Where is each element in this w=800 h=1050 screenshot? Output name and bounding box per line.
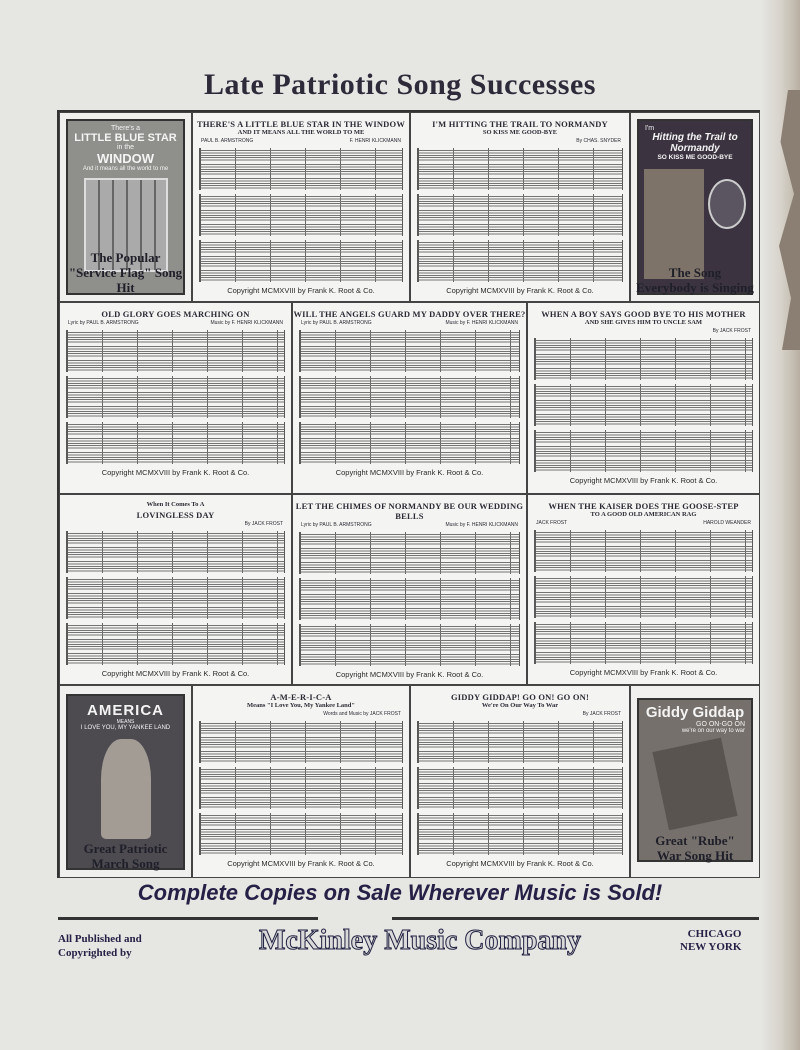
song-panel: [527, 494, 760, 685]
caption-line: March Song: [91, 856, 160, 871]
song-panel: [410, 112, 630, 302]
cover-hitting-the-trail: [630, 112, 760, 302]
song-title: WHEN A BOY SAYS GOOD BYE TO HIS MOTHER: [541, 309, 746, 319]
cover-text: AMERICA: [87, 702, 164, 719]
cover-text: And it means all the world to me: [82, 166, 169, 172]
song-subtitle: TO A GOOD OLD AMERICAN RAG: [590, 511, 697, 518]
song-subtitle: AND SHE GIVES HIM TO UNCLE SAM: [584, 319, 703, 326]
song-title: OLD GLORY GOES MARCHING ON: [101, 309, 250, 319]
staff-system: [534, 622, 753, 664]
composer: HAROLD WEANDER: [703, 520, 751, 526]
song-title: I'M HITTING THE TRAIL TO NORMANDY: [432, 119, 608, 129]
caption-line: The Popular: [90, 250, 161, 265]
cover-text: GO ON-GO ON: [696, 721, 745, 728]
cover-text: I LOVE YOU, MY YANKEE LAND: [80, 725, 171, 731]
liberty-statue-illustration: [101, 739, 151, 839]
copyright-notice: Copyright MCMXVIII by Frank K. Root & Co.: [101, 468, 250, 477]
published-line: All Published and: [58, 933, 142, 945]
staff-system: [299, 330, 520, 372]
song-panel: [192, 112, 410, 302]
cover-america: [59, 685, 192, 878]
caption-line: "Service Flag" Song Hit: [68, 265, 183, 295]
divider: [392, 917, 759, 920]
staff-system: [299, 578, 520, 620]
song-board: [57, 110, 760, 878]
music-staves: [299, 330, 520, 464]
song-title: A-M-E-R-I-C-A: [270, 692, 332, 702]
staff-system: [417, 813, 623, 855]
music-staves: [199, 721, 403, 855]
song-subtitle: SO KISS ME GOOD-BYE: [482, 129, 558, 136]
music-staves: [534, 338, 753, 472]
cover-text: in the: [116, 144, 135, 151]
tagline: Complete Copies on Sale Wherever Music is Sold!: [137, 880, 663, 905]
music-staves: [534, 530, 753, 664]
staff-system: [299, 532, 520, 574]
song-title: THERE'S A LITTLE BLUE STAR IN THE WINDOW: [196, 119, 406, 129]
staff-system: [66, 577, 285, 619]
composer: F. HENRI KLICKMANN: [349, 138, 401, 144]
song-panel: [59, 494, 292, 685]
composer: Words and Music by JACK FROST: [323, 711, 401, 717]
song-panel: [410, 685, 630, 878]
music-staves: [299, 532, 520, 666]
lyricist: JACK FROST: [536, 520, 568, 526]
cover-caption: [631, 833, 759, 863]
staff-system: [534, 430, 753, 472]
caption-line: Everybody is Singing: [636, 280, 754, 295]
music-staves: [417, 148, 623, 282]
song-subtitle: When It Comes To A: [146, 501, 205, 508]
staff-system: [66, 422, 285, 464]
caption-line: Great Patriotic: [83, 841, 168, 856]
staff-system: [534, 338, 753, 380]
cover-text: we're on our way to war: [681, 728, 745, 734]
staff-system: [199, 240, 403, 282]
song-subtitle: AND IT MEANS ALL THE WORLD TO ME: [237, 129, 365, 136]
cover-text: I'm: [645, 125, 655, 132]
staff-system: [299, 376, 520, 418]
staff-system: [66, 623, 285, 665]
cover-giddy-giddap: [630, 685, 760, 878]
cover-caption: [631, 265, 759, 295]
song-title: WILL THE ANGELS GUARD MY DADDY OVER THERE?: [293, 309, 526, 319]
copyright-notice: Copyright MCMXVIII by Frank K. Root & Co.: [101, 669, 250, 678]
copyright-notice: Copyright MCMXVIII by Frank K. Root & Co.: [446, 859, 594, 868]
staff-system: [299, 422, 520, 464]
song-title: WHEN THE KAISER DOES THE GOOSE-STEP: [548, 501, 739, 511]
composer: By CHAS. SNYDER: [576, 138, 621, 144]
copyright-notice: Copyright MCMXVIII by Frank K. Root & Co.: [446, 286, 594, 295]
published-line: Copyrighted by: [58, 947, 132, 959]
lyricist: Lyric by PAUL B. ARMSTRONG: [301, 522, 372, 528]
lyricist: Lyric by PAUL B. ARMSTRONG: [301, 320, 372, 326]
music-staves: [66, 531, 285, 665]
wagon-illustration: [652, 738, 737, 831]
page-title: Late Patriotic Song Successes: [204, 68, 596, 101]
cover-caption: [60, 250, 191, 295]
cover-text: LITTLE BLUE STAR: [74, 132, 177, 144]
lyricist: PAUL B. ARMSTRONG: [201, 138, 254, 144]
caption-line: Great "Rube": [655, 833, 735, 848]
song-panel: [59, 302, 292, 494]
staff-system: [534, 384, 753, 426]
staff-system: [417, 767, 623, 809]
cover-text: MEANS: [116, 719, 135, 725]
divider: [58, 917, 318, 920]
cover-text: There's a: [111, 125, 140, 132]
song-subtitle: Means "I Love You, My Yankee Land": [246, 702, 356, 709]
staff-system: [299, 624, 520, 666]
soldier-illustration: [644, 169, 746, 279]
song-panel: [527, 302, 760, 494]
music-staves: [417, 721, 623, 855]
composer: Music by F. HENRI KLICKMANN: [210, 320, 283, 326]
copyright-notice: Copyright MCMXVIII by Frank K. Root & Co.: [227, 286, 375, 295]
city: NEW YORK: [680, 941, 742, 953]
published-by: [58, 932, 142, 960]
copyright-notice: Copyright MCMXVIII by Frank K. Root & Co.: [569, 668, 718, 677]
cover-text: SO KISS ME GOOD-BYE: [657, 154, 733, 161]
publisher-name: McKinley Music Company: [259, 925, 581, 956]
staff-system: [199, 721, 403, 763]
song-subtitle: We're On Our Way To War: [481, 702, 559, 709]
staff-system: [199, 767, 403, 809]
staff-system: [66, 330, 285, 372]
copyright-notice: Copyright MCMXVIII by Frank K. Root & Co.: [569, 476, 718, 485]
staff-system: [199, 194, 403, 236]
staff-system: [417, 194, 623, 236]
staff-system: [199, 813, 403, 855]
lyricist: Lyric by PAUL B. ARMSTRONG: [68, 320, 139, 326]
caption-line: War Song Hit: [656, 848, 734, 863]
cover-text: Giddy Giddap: [645, 704, 745, 721]
caption-line: The Song: [668, 265, 722, 280]
song-panel: [192, 685, 410, 878]
cover-caption: [60, 841, 191, 871]
composer: By JACK FROST: [244, 521, 283, 527]
staff-system: [534, 530, 753, 572]
cover-text: WINDOW: [96, 151, 155, 166]
composer: By JACK FROST: [582, 711, 621, 717]
song-title: GIDDY GIDDAP! GO ON! GO ON!: [450, 692, 589, 702]
song-title: LET THE CHIMES OF NORMANDY BE OUR WEDDING BELLS: [295, 501, 524, 521]
staff-system: [199, 148, 403, 190]
city: CHICAGO: [687, 928, 742, 940]
composer: By JACK FROST: [712, 328, 751, 334]
song-panel: [292, 302, 527, 494]
staff-system: [66, 376, 285, 418]
publisher-cities: [680, 928, 741, 954]
copyright-notice: Copyright MCMXVIII by Frank K. Root & Co.: [227, 859, 375, 868]
copyright-notice: Copyright MCMXVIII by Frank K. Root & Co.: [335, 670, 484, 679]
song-panel: [292, 494, 527, 685]
staff-system: [534, 576, 753, 618]
composer: Music by F. HENRI KLICKMANN: [445, 522, 518, 528]
music-staves: [66, 330, 285, 464]
cover-text: Hitting the Trail to Normandy: [652, 132, 738, 154]
composer: Music by F. HENRI KLICKMANN: [445, 320, 518, 326]
song-title: LOVINGLESS DAY: [136, 510, 215, 520]
staff-system: [66, 531, 285, 573]
cover-little-blue-star: [59, 112, 192, 302]
music-staves: [199, 148, 403, 282]
staff-system: [417, 721, 623, 763]
staff-system: [417, 148, 623, 190]
staff-system: [417, 240, 623, 282]
copyright-notice: Copyright MCMXVIII by Frank K. Root & Co.: [335, 468, 484, 477]
